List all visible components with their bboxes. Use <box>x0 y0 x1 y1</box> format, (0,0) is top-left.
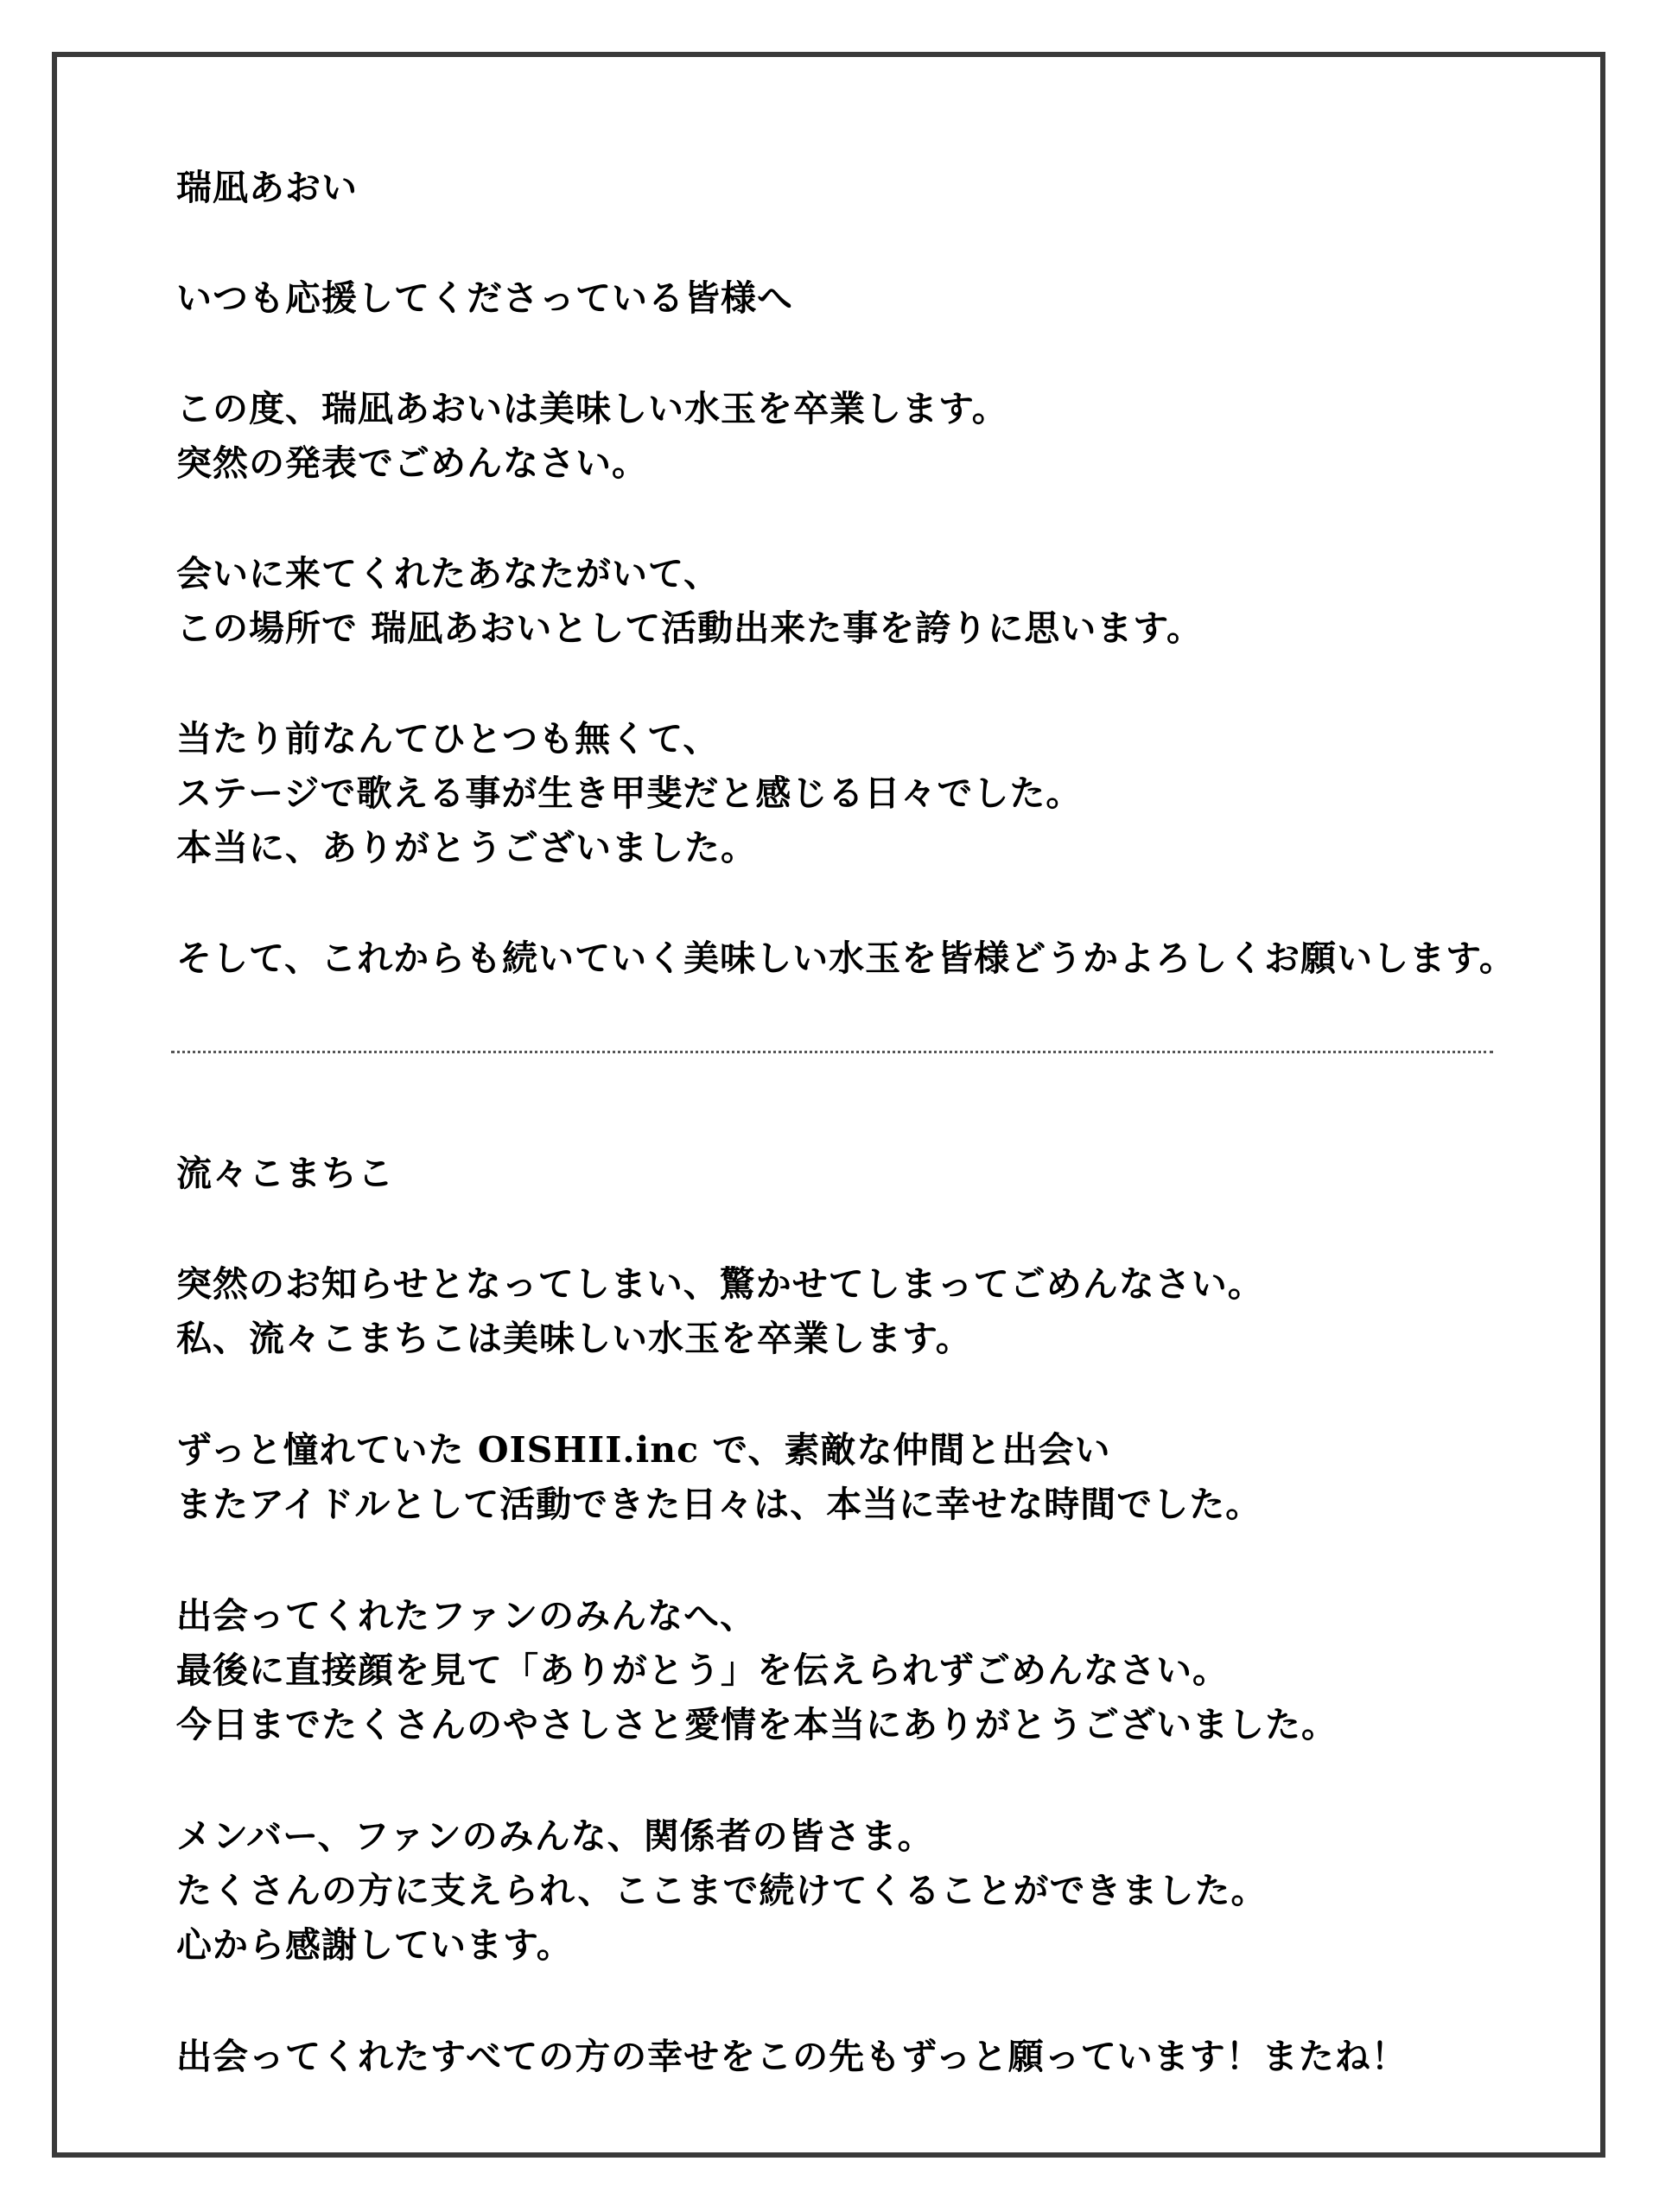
letter-1-signature: 瑞凪あおい <box>176 167 358 208</box>
letter-1-line: 突然の発表でごめんなさい。 <box>176 442 648 484</box>
letter-2-line: メンバー、ファンのみんな、関係者の皆さま。 <box>176 1815 934 1857</box>
letter-1-salutation: いつも応援してくださっている皆様へ <box>176 277 793 319</box>
letter-1-line: この場所で 瑞凪あおいとして活動出来た事を誇りに思います。 <box>176 607 1203 649</box>
letter-2-line: 最後に直接顔を見て「ありがとう」を伝えられずごめんなさい。 <box>176 1649 1229 1691</box>
letter-2-line: 出会ってくれたすべての方の幸せをこの先もずっと願っています！またね！ <box>176 2036 1408 2077</box>
letter-2-line: たくさんの方に支えられ、ここまで続けてくることができました。 <box>176 1870 1268 1911</box>
section-divider <box>171 1051 1493 1053</box>
letter-1-line: 当たり前なんてひとつも無くて、 <box>176 718 720 760</box>
letter-1-line: 会いに来てくれたあなたがいて、 <box>176 553 721 594</box>
letter-1-line: ステージで歌える事が生き甲斐だと感じる日々でした。 <box>176 772 1083 814</box>
letter-1-line: 本当に、ありがとうございました。 <box>176 827 757 868</box>
letter-2-line: 心から感謝しています。 <box>176 1924 573 1966</box>
letter-1-line: そして、これからも続いていく美味しい水玉を皆様どうかよろしくお願いします。 <box>176 938 1516 979</box>
letter-1-line: この度、瑞凪あおいは美味しい水玉を卒業します。 <box>176 388 1008 429</box>
letter-2-signature: 流々こまちこ <box>176 1153 394 1194</box>
letter-2-line: ずっと憧れていた OISHII.inc で、素敵な仲間と出会い <box>176 1429 1111 1471</box>
letter-2-line: またアイドルとして活動できた日々は、本当に幸せな時間でした。 <box>176 1484 1262 1525</box>
letter-2-line: 私、流々こまちこは美味しい水玉を卒業します。 <box>176 1318 972 1359</box>
letter-2-line: 今日までたくさんのやさしさと愛情を本当にありがとうございました。 <box>176 1704 1338 1745</box>
letter-2-line: 出会ってくれたファンのみんなへ、 <box>176 1595 757 1637</box>
letter-2-line: 突然のお知らせとなってしまい、驚かせてしまってごめんなさい。 <box>176 1263 1264 1305</box>
